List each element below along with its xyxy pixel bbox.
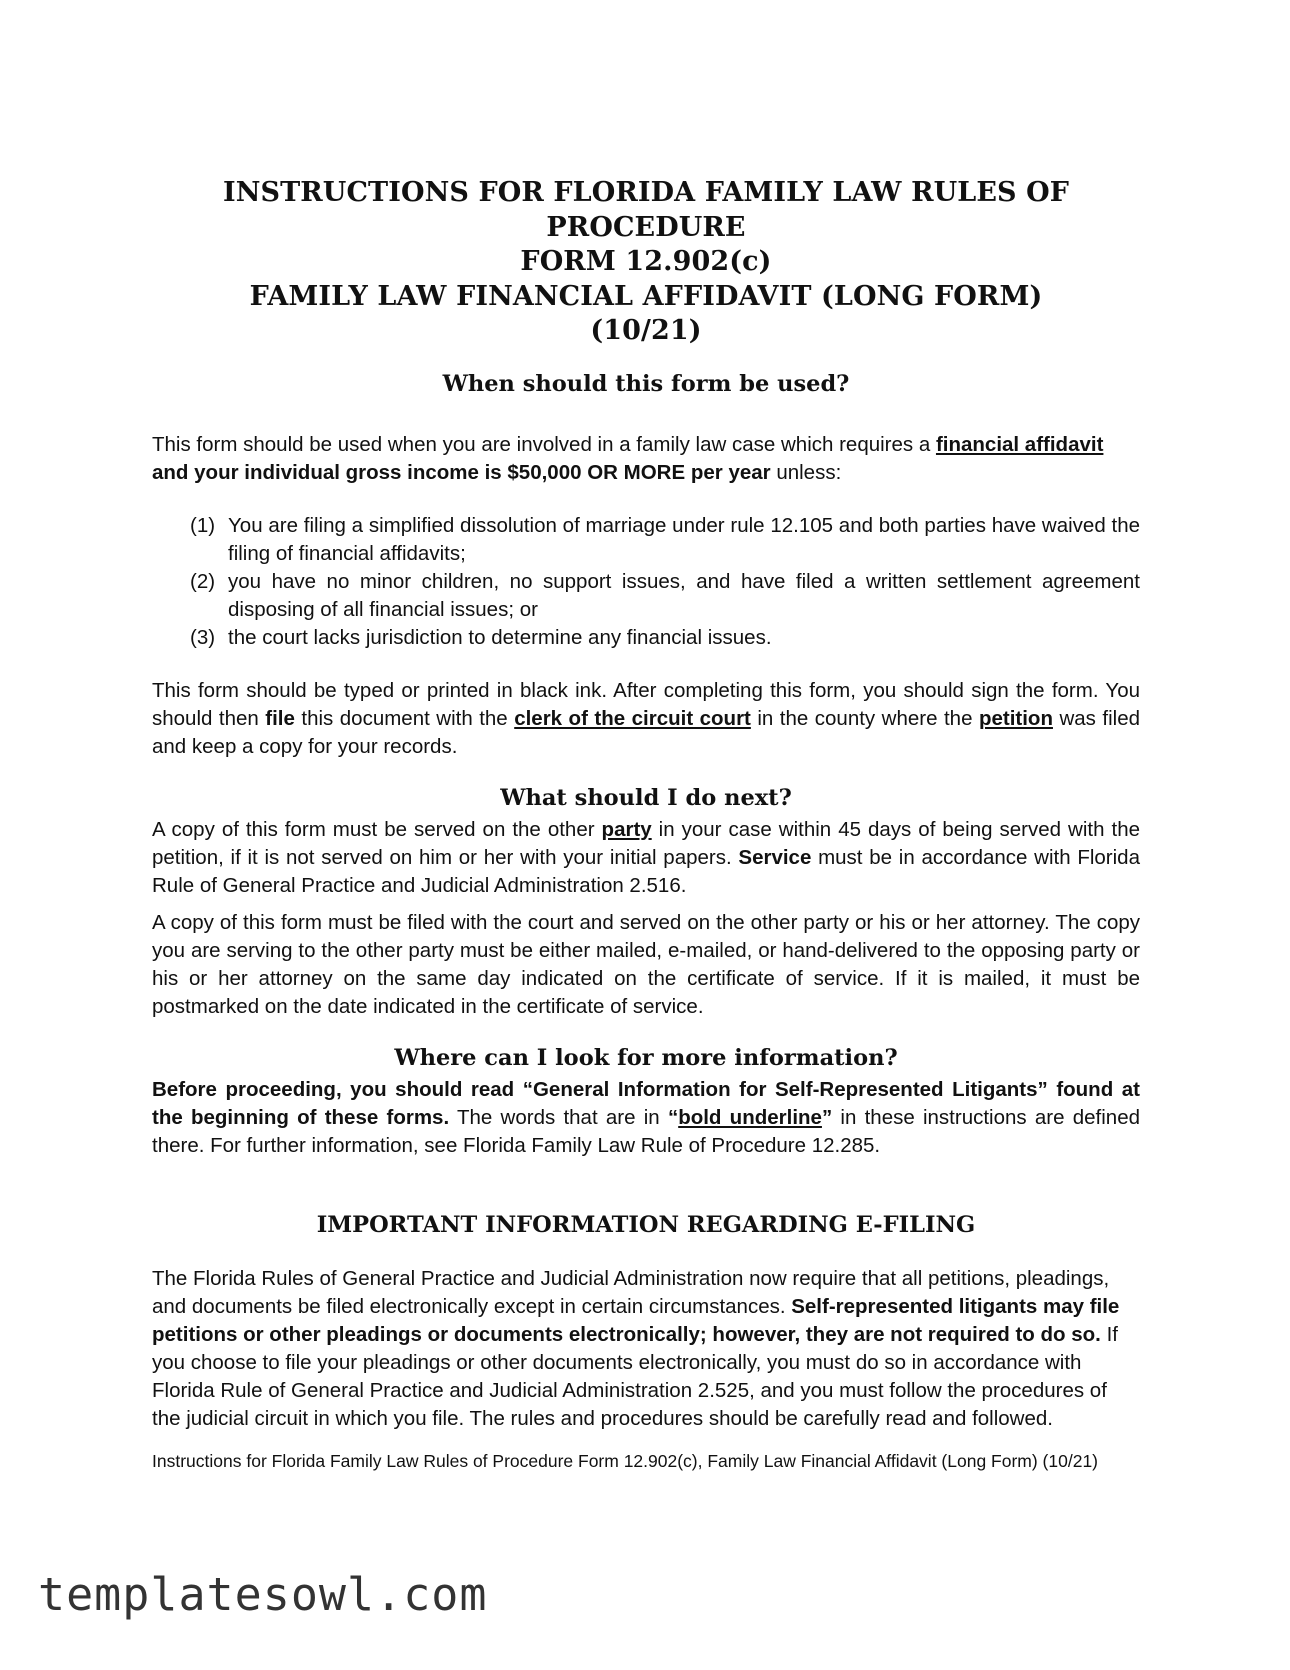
term-party: party: [601, 817, 652, 841]
list-item: (2) you have no minor children, no support issues, and have filed a written settlement agreement disposing of all financial issues; or: [190, 569, 1140, 621]
paragraph-service: A copy of this form must be served on the other party in your case within 45 days of being served with the petition, if it is not served on him or her with your initial papers. Service must be in accordance with Florida Rule of General Practice and Judicial Administration 2.516.: [152, 817, 1140, 897]
title-line-4: (10/21): [590, 315, 702, 346]
term-financial-affidavit: financial affidavit: [935, 432, 1104, 456]
heading-next-steps: What should I do next?: [500, 784, 792, 811]
page-footer: Instructions for Florida Family Law Rules of Procedure Form 12.902(c), Family Law Financial Affidavit (Long Form) (10/21): [152, 1450, 1099, 1471]
term-bold-underline: bold underline: [678, 1105, 822, 1129]
list-item: (1) You are filing a simplified dissolution of marriage under rule 12.105 and both parties have waived the filing of financial affidavits;: [190, 513, 1140, 565]
heading-when-used: When should this form be used?: [442, 370, 850, 397]
paragraph-copy-served: A copy of this form must be filed with the court and served on the other party or his or her attorney. The copy you are serving to the other party must be either mailed, e-mailed, or hand-delivered to the opposing party or his or her attorney on the same day indicated on the certificate of service. If it is mailed, it must be postmarked on the date indicated in the certificate of service.: [152, 910, 1140, 1018]
heading-more-information: Where can I look for more information?: [394, 1044, 898, 1071]
term-clerk-of-circuit-court: clerk of the circuit court: [514, 706, 751, 730]
paragraph-e-filing: The Florida Rules of General Practice and Judicial Administration now require that all petitions, pleadings, and documents be filed electronically except in certain circumstances. Self-represented litigants may file petitions or other pleadings or documents electronically; however, they are not required to do so. If you choose to file your pleadings or other documents electronically, you must do so in accordance with Florida Rule of General Practice and Judicial Administration 2.525, and you must follow the procedures of the judicial circuit in which you file. The rules and procedures should be carefully read and followed.: [152, 1266, 1120, 1430]
watermark: templatesowl.com: [38, 1568, 488, 1621]
paragraph-more-information: Before proceeding, you should read “General Information for Self-Represented Litigants” found at the beginning of these forms. The words that are in “bold underline” in these instructions are defined there. For further information, see Florida Family Law Rule of Procedure 12.285.: [152, 1077, 1140, 1157]
term-petition: petition: [978, 706, 1053, 730]
paragraph-filing: This form should be typed or printed in black ink. After completing this form, you should sign the form. You should then file this document with the clerk of the circuit court in the county where the petition was filed and keep a copy for your records.: [152, 678, 1140, 758]
paragraph-when-used: This form should be used when you are involved in a family law case which requires a financial affidavit and your individual gross income is $50,000 OR MORE per year unless:: [152, 432, 1104, 484]
document-page: [152, 176, 1140, 1474]
title-line-1: INSTRUCTIONS FOR FLORIDA FAMILY LAW RULES OF PROCEDURE: [222, 177, 1070, 243]
list-item: (3) the court lacks jurisdiction to determine any financial issues.: [190, 625, 772, 649]
heading-e-filing: IMPORTANT INFORMATION REGARDING E-FILING: [316, 1211, 976, 1238]
title-line-3: FAMILY LAW FINANCIAL AFFIDAVIT (LONG FORM): [249, 280, 1043, 312]
exceptions-list: [152, 512, 1140, 652]
title-line-2: FORM 12.902(c): [520, 246, 772, 277]
document-title: [152, 176, 1140, 349]
